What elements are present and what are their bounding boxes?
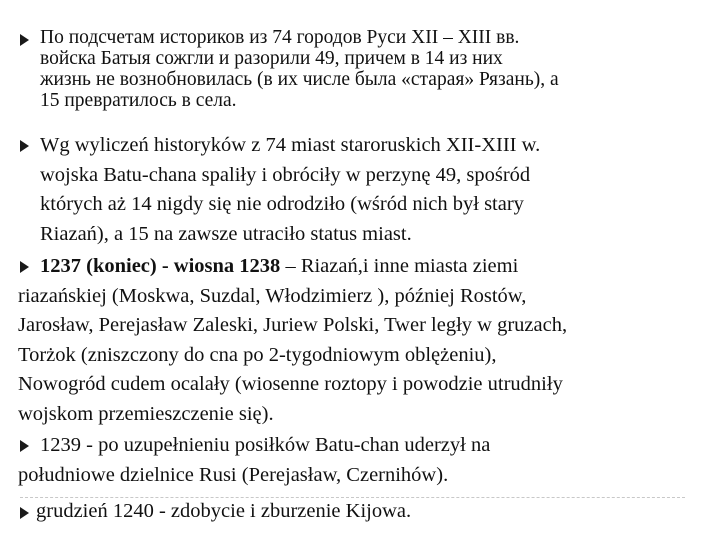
text-line: 1239 - po uzupełnieniu posiłków Batu-chan uderzył na xyxy=(40,434,491,456)
text-line: Wg wyliczeń historyków z 74 miast staroruskich XII-XIII w. xyxy=(40,134,541,156)
paragraph-1240 xyxy=(36,497,411,527)
date-range-bold: 1237 (koniec) - wiosna 1238 xyxy=(40,255,281,277)
text-line: riazańskiej (Moskwa, Suzdal, Włodzimierz ), później Rostów, xyxy=(18,284,527,307)
text-line: По подсчетам историков из 74 городов Руси XII – XIII вв. xyxy=(40,27,520,48)
bullet-arrow-icon xyxy=(20,140,29,152)
paragraph-1239 xyxy=(18,431,490,490)
text-line: których aż 14 nigdy się nie odrodziło (wśród nich był stary xyxy=(40,193,524,215)
text-line: 15 превратилось в села. xyxy=(40,90,237,111)
text-line: войска Батыя сожгли и разорили 49, причем в 14 из них xyxy=(40,48,503,69)
text-line: grudzień 1240 - zdobycie i zburzenie Kijowa. xyxy=(36,500,412,522)
paragraph-1237-1238 xyxy=(18,252,567,429)
text-fragment: – Riazań,i inne miasta ziemi xyxy=(280,255,519,277)
paragraph-russian xyxy=(40,27,559,111)
bullet-arrow-icon xyxy=(20,507,29,519)
text-line: Torżok (zniszczony do cna po 2-tygodniowym oblężeniu), xyxy=(18,343,497,366)
text-line: Jarosław, Perejasław Zaleski, Juriew Polski, Twer legły w gruzach, xyxy=(18,314,568,336)
text-line: południowe dzielnice Rusi (Perejasław, Czernihów). xyxy=(18,463,449,486)
text-line: Riazań), a 15 na zawsze utraciło status miast. xyxy=(40,222,412,245)
text-line: wojskom przemieszczenie się). xyxy=(18,402,274,425)
text-line-first xyxy=(18,252,567,282)
paragraph-polish-translation xyxy=(40,131,540,249)
text-line: жизнь не вознобновилась (в их числе была «старая» Рязань), а xyxy=(40,69,559,90)
text-line: Nowogród cudem ocalały (wiosenne roztopy i powodzie utrudniły xyxy=(18,373,563,395)
bullet-arrow-icon xyxy=(20,34,29,46)
text-line: wojska Batu-chana spaliły i obróciły w perzynę 49, spośród xyxy=(40,163,531,186)
